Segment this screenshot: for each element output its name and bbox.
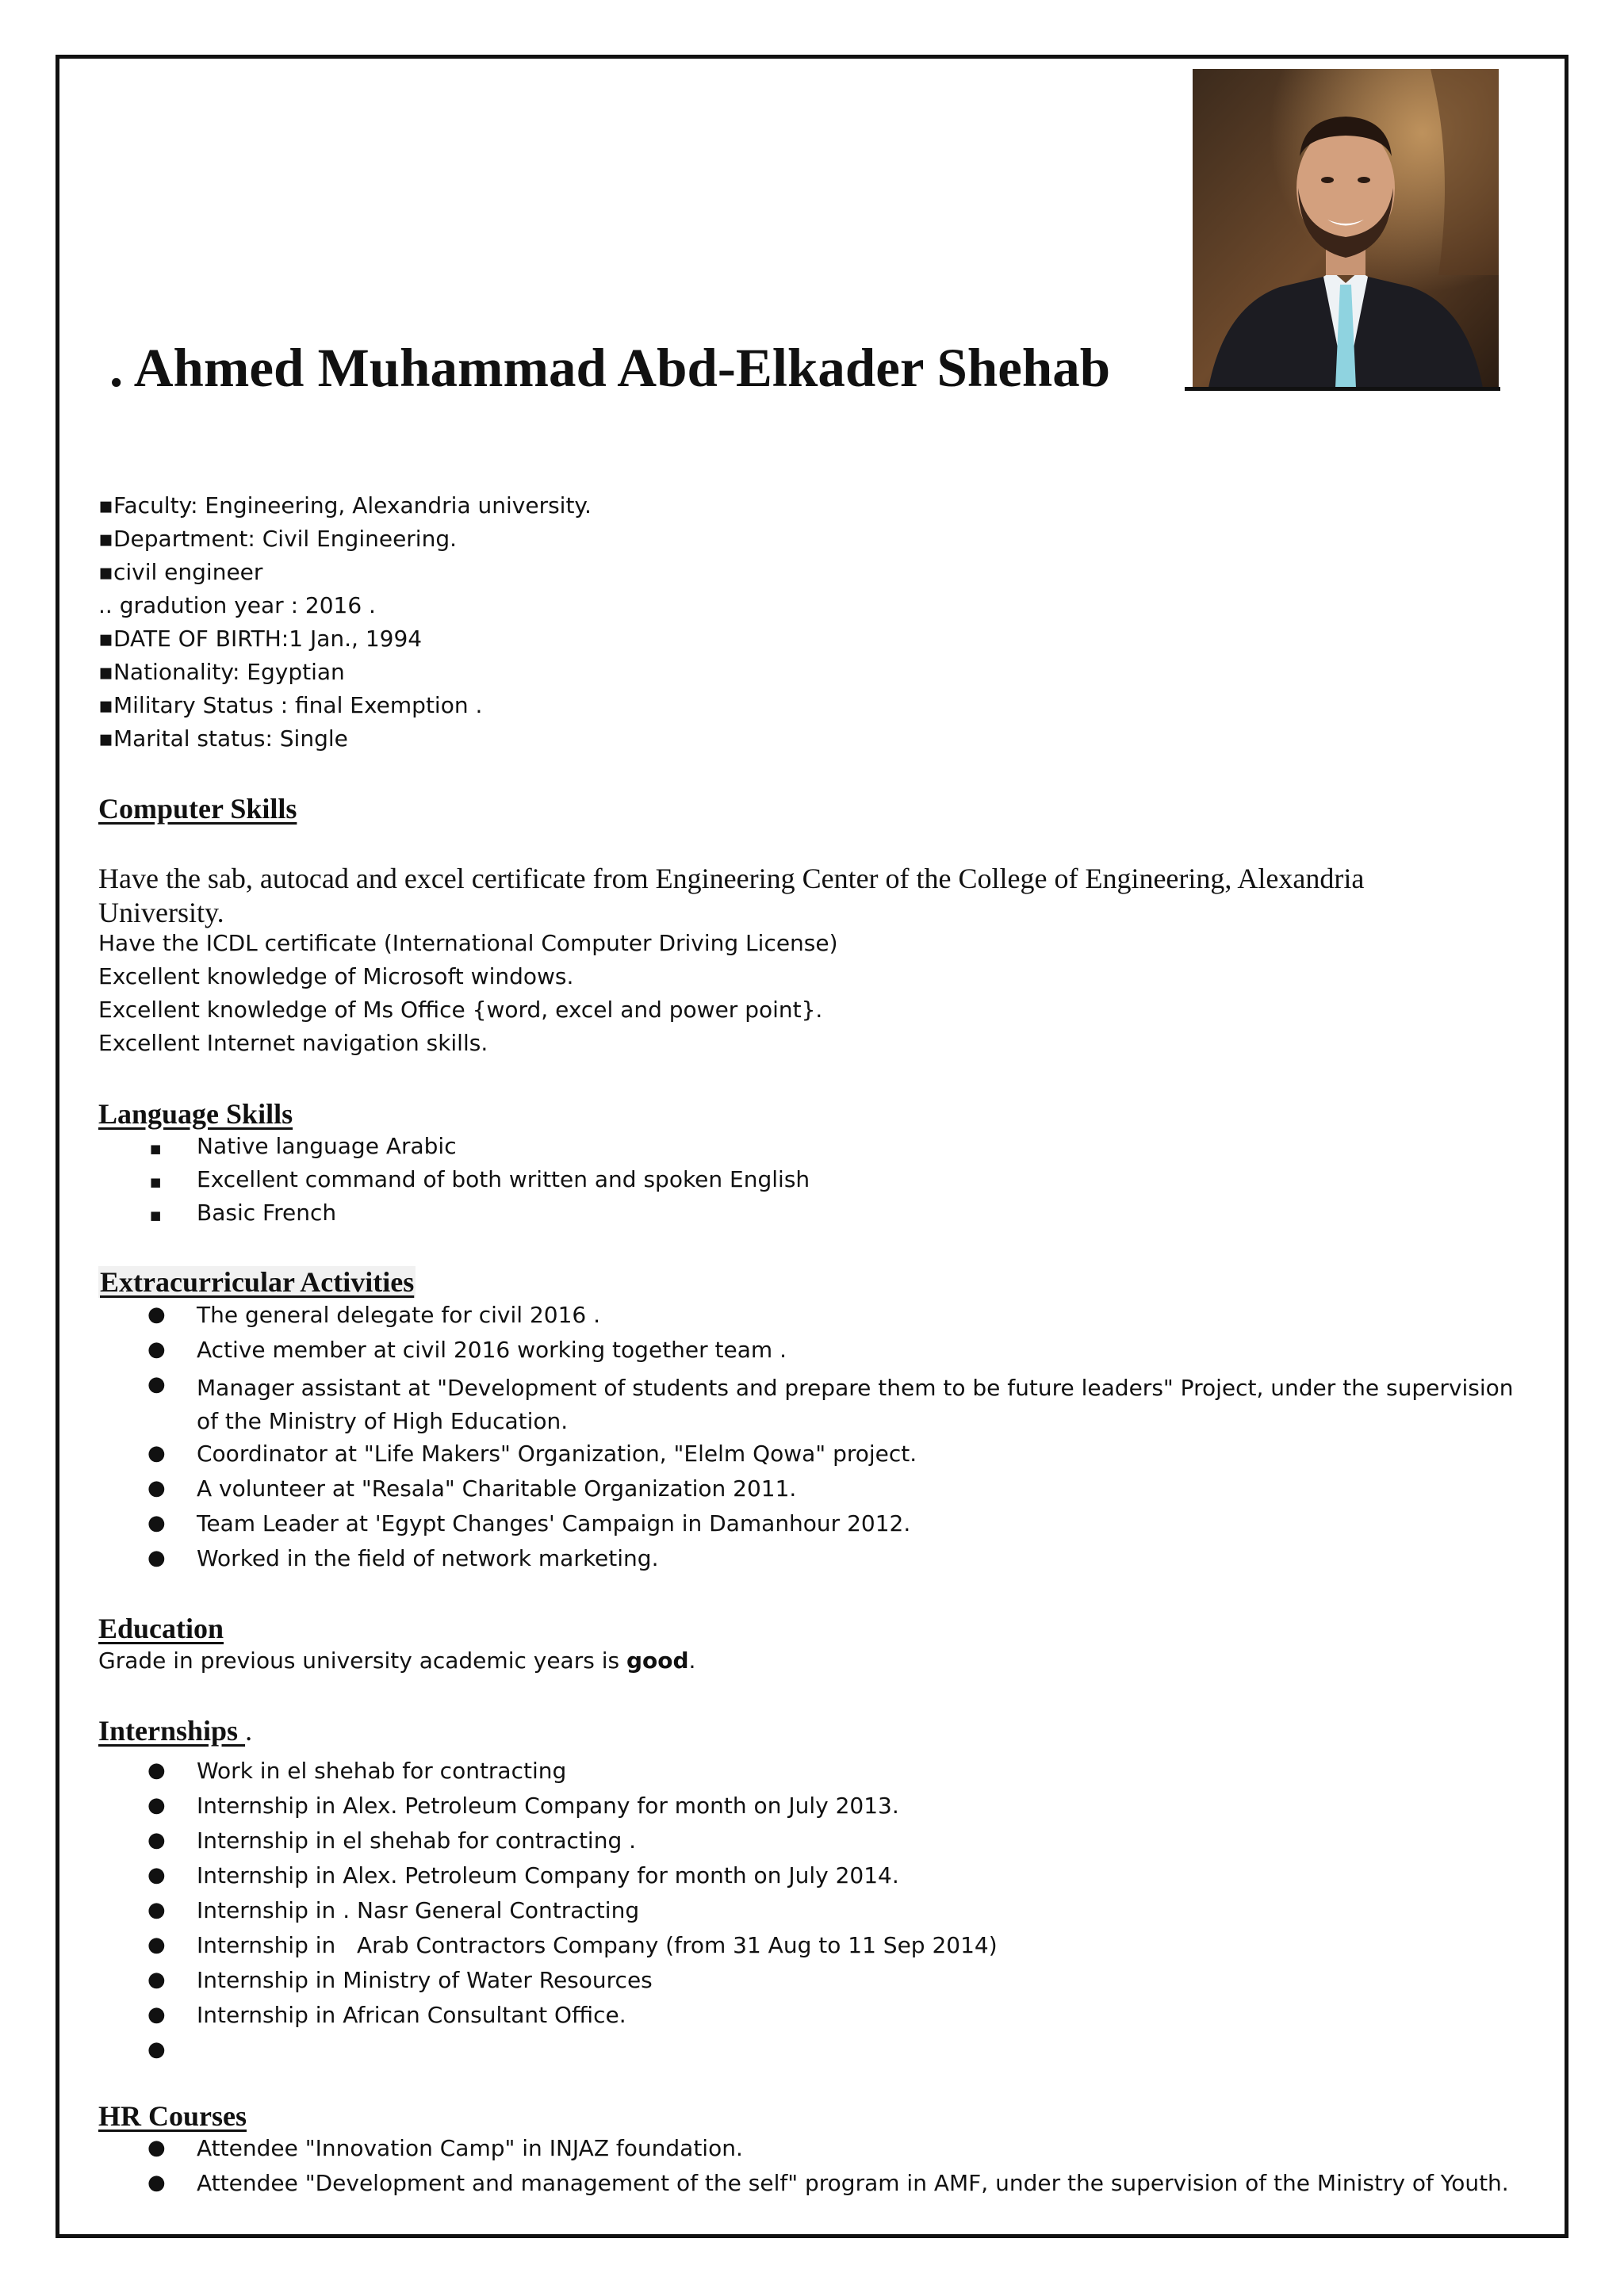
info-faculty: ▪Faculty: Engineering, Alexandria university. (98, 492, 592, 519)
language-skills-heading: Language Skills (98, 1098, 293, 1130)
list-item: Active member at civil 2016 working together team . (197, 1337, 787, 1363)
list-item: Native language Arabic (197, 1133, 457, 1159)
list-item: The general delegate for civil 2016 . (197, 1302, 601, 1328)
internships-heading (98, 1714, 252, 1747)
education-text-before: Grade in previous university academic years is (98, 1647, 626, 1674)
bullet-icon: ● (147, 2038, 166, 2061)
bullet-icon: ● (147, 1758, 166, 1782)
info-graduation-year: .. gradution year : 2016 . (98, 592, 376, 618)
bullet-icon: ● (147, 2136, 166, 2160)
info-military-status: ▪Military Status : final Exemption . (98, 692, 483, 718)
computer-skill-line: Have the ICDL certificate (International Computer Driving License) (98, 930, 838, 956)
profile-photo (1193, 69, 1499, 388)
list-item: A volunteer at "Resala" Charitable Organization 2011. (197, 1475, 797, 1502)
education-grade: good (626, 1647, 689, 1674)
list-item: Work in el shehab for contracting (197, 1758, 567, 1784)
list-item: Internship in Arab Contractors Company (from 31 Aug to 11 Sep 2014) (197, 1932, 998, 1958)
extracurricular-heading (98, 1265, 416, 1299)
bullet-icon: ● (147, 1303, 166, 1326)
square-bullet-icon: ■ (150, 1175, 162, 1189)
bullet-icon: ● (147, 1441, 166, 1465)
list-item: Internship in Ministry of Water Resources (197, 1967, 653, 1993)
computer-skill-line: Excellent knowledge of Ms Office {word, excel and power point}. (98, 997, 823, 1023)
education-text (98, 1647, 695, 1674)
list-item: Internship in . Nasr General Contracting (197, 1897, 640, 1923)
list-item: Worked in the field of network marketing. (197, 1545, 659, 1571)
extracurricular-heading-text: Extracurricular Activities (100, 1266, 415, 1298)
bullet-icon: ● (147, 2171, 166, 2195)
list-item: Attendee "Development and management of the self" program in AMF, under the supervision of the Ministry of Youth. (197, 2170, 1509, 2196)
bullet-icon: ● (147, 1898, 166, 1922)
computer-skills-paragraph: Have the sab, autocad and excel certificate from Engineering Center of the College of Engineering, Alexandria University. (98, 863, 1365, 928)
bullet-icon: ● (147, 1863, 166, 1887)
list-item: Internship in Alex. Petroleum Company for month on July 2013. (197, 1793, 899, 1819)
list-item: Internship in Alex. Petroleum Company for month on July 2014. (197, 1862, 899, 1888)
bullet-icon: ● (147, 1793, 166, 1817)
bullet-icon: ● (147, 1933, 166, 1957)
list-item: Attendee "Innovation Camp" in INJAZ foundation. (197, 2135, 743, 2161)
info-marital-status: ▪Marital status: Single (98, 725, 348, 752)
bullet-icon: ● (147, 1476, 166, 1500)
bullet-icon: ● (147, 1546, 166, 1570)
photo-underline (1185, 387, 1500, 391)
list-item: Coordinator at "Life Makers" Organization, "Elelm Qowa" project. (197, 1441, 917, 1467)
education-heading: Education (98, 1613, 224, 1644)
list-item: Team Leader at 'Egypt Changes' Campaign in Damanhour 2012. (197, 1510, 911, 1536)
info-nationality: ▪Nationality: Egyptian (98, 659, 345, 685)
list-item: Manager assistant at "Development of students and prepare them to be future leaders" Project, under the supervision of the Ministry of High Education. (197, 1375, 1514, 1434)
bullet-icon: ● (147, 1968, 166, 1992)
computer-skill-line: Excellent knowledge of Microsoft windows. (98, 963, 574, 989)
list-item: Excellent command of both written and spoken English (197, 1166, 810, 1192)
square-bullet-icon: ■ (150, 1142, 162, 1156)
info-department: ▪Department: Civil Engineering. (98, 526, 458, 552)
hr-courses-heading: HR Courses (98, 2100, 247, 2132)
list-item: Basic French (197, 1200, 337, 1226)
bullet-icon: ● (147, 1828, 166, 1852)
info-dob: ▪DATE OF BIRTH:1 Jan., 1994 (98, 626, 423, 652)
computer-skills-heading: Computer Skills (98, 793, 297, 825)
info-title: ▪civil engineer (98, 559, 263, 585)
bullet-icon: ● (147, 1511, 166, 1535)
internships-heading-suffix: . (245, 1715, 253, 1747)
square-bullet-icon: ■ (150, 1208, 162, 1223)
bullet-icon: ● (147, 1372, 166, 1396)
bullet-icon: ● (147, 2003, 166, 2026)
list-item: Internship in el shehab for contracting . (197, 1827, 637, 1854)
internships-heading-text: Internships (98, 1715, 246, 1747)
computer-skill-line: Excellent Internet navigation skills. (98, 1030, 488, 1056)
bullet-icon: ● (147, 1337, 166, 1361)
education-text-after: . (688, 1647, 696, 1674)
list-item: Internship in African Consultant Office. (197, 2002, 626, 2028)
candidate-name: . Ahmed Muhammad Abd-Elkader Shehab (109, 338, 1111, 398)
